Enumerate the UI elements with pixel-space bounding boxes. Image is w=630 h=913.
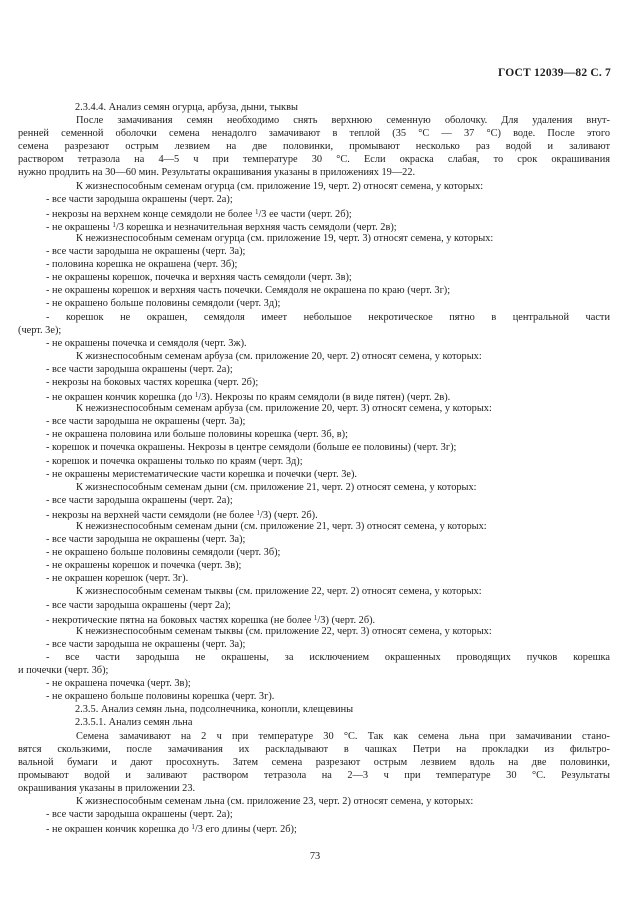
document-body <box>18 101 610 834</box>
text-line: К жизнеспособным семенам льна (см. приложение 23, черт. 2) относят семена, у которых: <box>76 795 474 807</box>
text-line: - не окрашены почечка и семядоля (черт. 3ж). <box>46 337 247 349</box>
text-line: К жизнеспособным семенам дыни (см. приложение 21, черт. 2) относят семена, у которых: <box>76 481 477 493</box>
text-line: раствором тетразола на 4—5 ч при температуре 30 °С. Если окраска слабая, то срок окрашивания <box>18 154 610 166</box>
text-line: вятся скользкими, после замачивания их раскладывают в чашках Петри на прокладки из фильтро- <box>18 743 610 755</box>
text-line: К нежизнеспособным семенам арбуза (см. приложение 20, черт. 3) относят семена, у которых: <box>76 403 492 415</box>
text-line: - некрозы на верхнем конце семядоли не более $^1$/3 ее части (черт. 2б); <box>46 207 352 219</box>
text-line: - некрозы на верхней части семядоли (не более $^1$/3) (черт. 2б). <box>46 508 318 520</box>
text-line: - не окрашен кончик корешка до $^1$/3 его длины (черт. 2б); <box>46 823 297 835</box>
text-line: - не окрашено больше половины корешка (черт. 3г). <box>46 691 275 703</box>
text-line: - не окрашено больше половины семядоли (черт. 3б); <box>46 547 281 559</box>
text-line: - не окрашены меристематические части корешка и почечки (черт. 3е). <box>46 468 358 480</box>
text-line: - корешок и почечка окрашены. Некрозы в центре семядоли (больше ее половины) (черт. 3г); <box>46 442 457 454</box>
text-line: - все части зародыша окрашены (черт 2а); <box>46 599 231 611</box>
text-line: - не окрашено больше половины семядоли (черт. 3д); <box>46 298 281 310</box>
text-line: (черт. 3е); <box>18 324 62 336</box>
text-line: - некротические пятна на боковых частях корешка (не более $^1$/3) (черт. 2б). <box>46 613 376 625</box>
text-line: вальной бумаги и дают просохнуть. Затем семена разрезают острым лезвием вдоль на две половинки, <box>18 756 610 768</box>
text-line: - все части зародыша окрашены (черт. 2а); <box>46 809 233 821</box>
text-line: - не окрашен кончик корешка (до $^1$/3). Некрозы по краям семядоли (в виде пятен) (черт. 2в). <box>46 391 451 403</box>
text-line: - все части зародыша не окрашены (черт. 3а); <box>46 638 246 650</box>
text-line: - не окрашены $^1$/3 корешка и незначительная верхняя часть семядоли (черт. 2в); <box>46 220 397 232</box>
text-line: - не окрашены корешок и почечка (черт. 3в); <box>46 560 242 572</box>
text-line: семена разрезают острым лезвием на две половинки, промывают несколько раз водой и заливают <box>18 141 610 153</box>
text-line: К нежизнеспособным семенам тыквы (см. приложение 22, черт. 3) относят семена, у которых: <box>76 625 492 637</box>
text-line: - не окрашены корешок и верхняя часть почечки. Семядоля не окрашена по краю (черт. 3г); <box>46 285 451 297</box>
text-line: К нежизнеспособным семенам дыни (см. приложение 21, черт. 3) относят семена, у которых: <box>76 521 487 532</box>
text-line: - половина корешка не окрашена (черт. 3б); <box>46 259 238 271</box>
text-line: Семена замачивают на 2 ч при температуре 30 °С. Так как семена льна при замачивании стано- <box>76 730 610 742</box>
text-line: - корешок не окрашен, семядоля имеет небольшое некротическое пятно в центральной части <box>46 311 610 323</box>
section-heading: 2.3.5.1. Анализ семян льна <box>75 717 193 729</box>
text-line: - не окрашена почечка (черт. 3в); <box>46 678 191 690</box>
text-line: - не окрашены корешок, почечка и верхняя часть семядоли (черт. 3в); <box>46 272 352 284</box>
text-line: нужно продлить на 30—60 мин. Результаты окрашивания указаны в приложениях 19—22. <box>18 167 416 179</box>
text-line: После замачивания семян необходимо снять верхнюю семенную оболочку. Для удаления внут- <box>76 115 610 127</box>
text-line: К жизнеспособным семенам тыквы (см. приложение 22, черт. 2) относят семена, у которых: <box>76 586 482 598</box>
page-number: 73 <box>309 851 321 862</box>
text-line: промывают водой и заливают раствором тетразола на 2—3 ч при температуре 30 °С. Результаты <box>18 769 610 781</box>
text-line: - некрозы на боковых частях корешка (черт. 2б); <box>46 376 259 388</box>
text-line: - все части зародыша не окрашены (черт. 3а); <box>46 416 246 428</box>
text-line: К жизнеспособным семенам арбуза (см. приложение 20, черт. 2) относят семена, у которых: <box>76 350 482 362</box>
text-line: - не окрашен корешок (черт. 3г). <box>46 573 189 585</box>
section-heading: 2.3.5. Анализ семян льна, подсолнечника, конопли, клещевины <box>75 704 354 716</box>
text-line: ренней семенной оболочки семена ненадолго замачивают в теплой (35 °С — 37 °С) воде. После этого <box>18 128 610 140</box>
section-heading: 2.3.4.4. Анализ семян огурца, арбуза, дыни, тыквы <box>75 102 298 113</box>
text-line: - все части зародыша не окрашены (черт. 3а); <box>46 246 246 258</box>
text-line: К нежизнеспособным семенам огурца (см. приложение 19, черт. 3) относят семена, у которых: <box>76 232 494 244</box>
text-line: - все части зародыша окрашены (черт. 2а); <box>46 363 233 375</box>
text-line: - все части зародыша не окрашены (черт. 3а); <box>46 534 246 546</box>
text-line: - корешок и почечка окрашены только по краям (черт. 3д); <box>46 455 303 467</box>
text-line: - все части зародыша не окрашены, за исключением окрашенных проводящих пучков корешка <box>46 651 610 663</box>
text-line: - все части зародыша окрашены (черт. 2а); <box>46 494 233 506</box>
text-line: - все части зародыша окрашены (черт. 2а); <box>46 193 233 205</box>
text-line: окрашивания указаны в приложении 23. <box>18 782 196 794</box>
page-header: ГОСТ 12039—82 С. 7 <box>498 67 611 79</box>
text-line: К жизнеспособным семенам огурца (см. приложение 19, черт. 2) относят семена, у которых: <box>76 180 484 192</box>
text-line: и почечки (черт. 3б); <box>18 665 109 677</box>
text-line: - не окрашена половина или больше половины корешка (черт. 3б, в); <box>46 429 348 441</box>
